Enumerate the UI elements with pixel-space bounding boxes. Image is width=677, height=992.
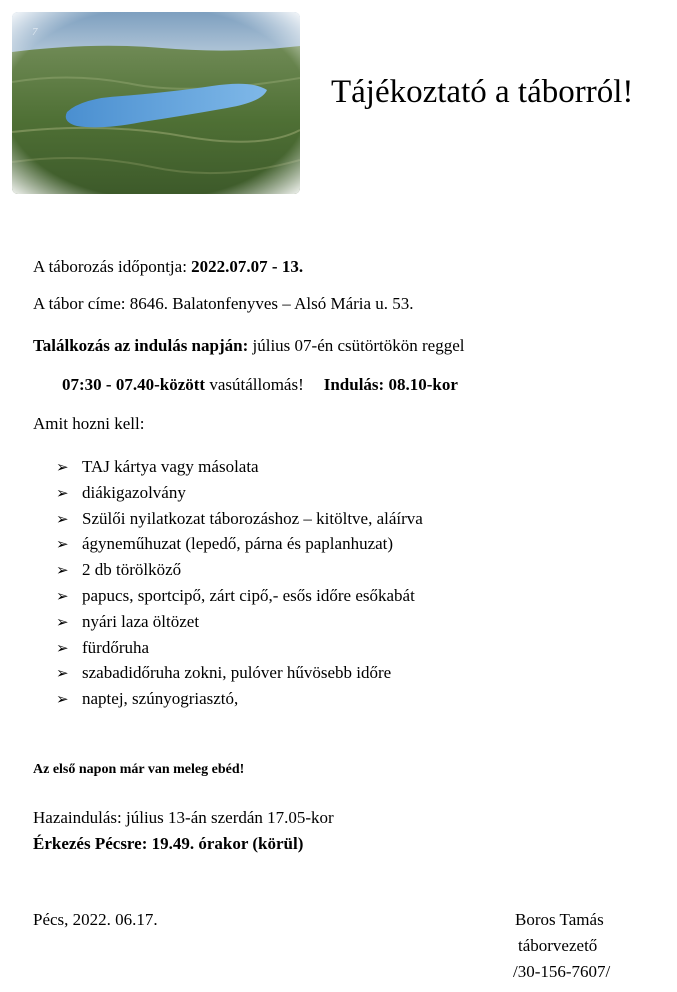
photo-caption: 7 [32,26,38,38]
list-item: ➢ 2 db törölköző [56,557,423,583]
list-item: ➢ fürdőruha [56,635,423,661]
arrow-bullet-icon: ➢ [56,664,69,683]
arrow-bullet-icon: ➢ [56,690,69,709]
place-date: Pécs, 2022. 06.17. [33,910,158,929]
list-item: ➢ papucs, sportcipő, zárt cipő,- esős időre esőkabát [56,583,423,609]
camp-address: A tábor címe: 8646. Balatonfenyves – Alsó Mária u. 53. [33,294,414,313]
return-line: Hazaindulás: július 13-án szerdán 17.05-kor [33,808,334,827]
lake-balaton-photo [12,12,300,194]
camp-date-line [33,257,303,277]
meeting-time-line [62,375,458,395]
arrow-bullet-icon: ➢ [56,458,69,476]
departure-time: Indulás: 08.10-kor [323,375,458,394]
camp-date-label: A táborozás időpontja: [33,257,192,276]
meeting-line [33,336,465,356]
list-item: ➢ Szülői nyilatkozat táborozáshoz – kitöltve, aláírva [56,506,423,532]
list-item: ➢ diákigazolvány [56,480,423,506]
list-item: ➢ nyári laza öltözet [56,609,423,635]
signer-phone: /30-156-7607/ [513,962,611,981]
bring-list [56,454,423,712]
list-item: ➢ naptej, szúnyogriasztó, [56,686,423,712]
meeting-text: július 07-én csütörtökön reggel [248,336,465,355]
arrow-bullet-icon: ➢ [56,509,69,528]
meeting-time: 07:30 - 07.40-között [62,375,206,394]
meeting-place: vasútállomás! [205,375,304,394]
signer-name: Boros Tamás [515,910,604,929]
arrow-bullet-icon: ➢ [56,612,69,631]
arrival-line: Érkezés Pécsre: 19.49. órakor (körül) [33,834,304,853]
bring-label: Amit hozni kell: [33,414,145,433]
lunch-note: Az első napon már van meleg ebéd! [33,762,245,777]
list-item: ➢ szabadidőruha zokni, pulóver hűvösebb időre [56,660,423,686]
meeting-label: Találkozás az indulás napján: [33,336,249,355]
arrow-bullet-icon: ➢ [56,561,69,580]
list-item: ➢ TAJ kártya vagy másolata [56,454,423,480]
arrow-bullet-icon: ➢ [56,638,69,657]
arrow-bullet-icon: ➢ [56,483,69,502]
arrow-bullet-icon: ➢ [56,535,69,554]
aerial-landscape-illustration [12,12,300,194]
arrow-bullet-icon: ➢ [56,586,69,605]
list-item: ➢ ágyneműhuzat (lepedő, párna és paplanhuzat) [56,531,423,557]
signer-role: táborvezető [518,936,598,955]
camp-date-value: 2022.07.07 - 13. [191,257,304,276]
page-title: Tájékoztató a táborról! [331,74,634,110]
